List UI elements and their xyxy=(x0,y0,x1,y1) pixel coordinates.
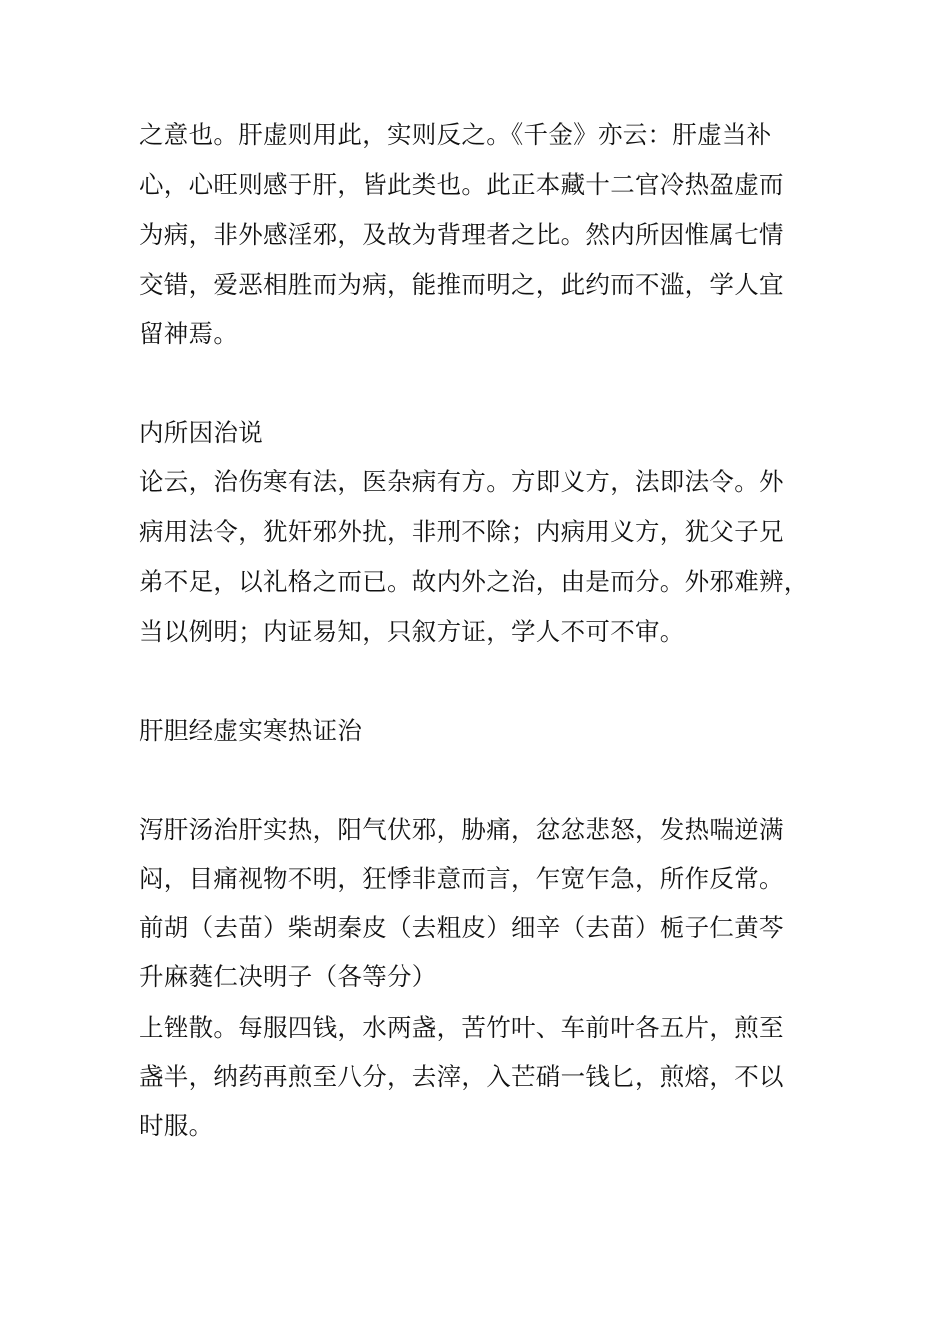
section-heading: 内所因治说 xyxy=(139,418,263,447)
text-line: 留神焉。 xyxy=(139,319,239,348)
text-line: 病用法令，犹奸邪外扰，非刑不除；内病用义方，犹父子兄 xyxy=(139,517,784,546)
text-line: 为病，非外感淫邪，及故为背理者之比。然内所因惟属七情 xyxy=(139,220,784,249)
text-line: 论云，治伤寒有法，医杂病有方。方即义方，法即法令。外 xyxy=(139,467,784,496)
text-line: 心，心旺则感于肝，皆此类也。此正本藏十二官冷热盈虚而 xyxy=(139,170,784,199)
text-line: 闷，目痛视物不明，狂悸非意而言，乍宽乍急，所作反常。 xyxy=(139,864,784,893)
text-line: 升麻蕤仁决明子（各等分） xyxy=(139,962,437,991)
text-line: 前胡（去苗）柴胡秦皮（去粗皮）细辛（去苗）栀子仁黄芩 xyxy=(139,913,784,942)
text-line: 泻肝汤治肝实热，阳气伏邪，胁痛，忿忿悲怒，发热喘逆满 xyxy=(139,815,784,844)
text-line: 弟不足，以礼格之而已。故内外之治，由是而分。外邪难辨， xyxy=(139,567,809,596)
text-line: 上锉散。每服四钱，水两盏，苦竹叶、车前叶各五片，煎至 xyxy=(139,1013,784,1042)
text-line: 时服。 xyxy=(139,1111,214,1140)
text-line: 盏半，纳药再煎至八分，去滓，入芒硝一钱匕，煎熔，不以 xyxy=(139,1062,784,1091)
text-line: 之意也。肝虚则用此，实则反之。《千金》亦云：肝虚当补 xyxy=(139,120,772,149)
section-heading: 肝胆经虚实寒热证治 xyxy=(139,716,363,745)
text-line: 当以例明；内证易知，只叙方证，学人不可不审。 xyxy=(139,617,685,646)
text-line: 交错，爱恶相胜而为病，能推而明之，此约而不滥，学人宜 xyxy=(139,270,784,299)
